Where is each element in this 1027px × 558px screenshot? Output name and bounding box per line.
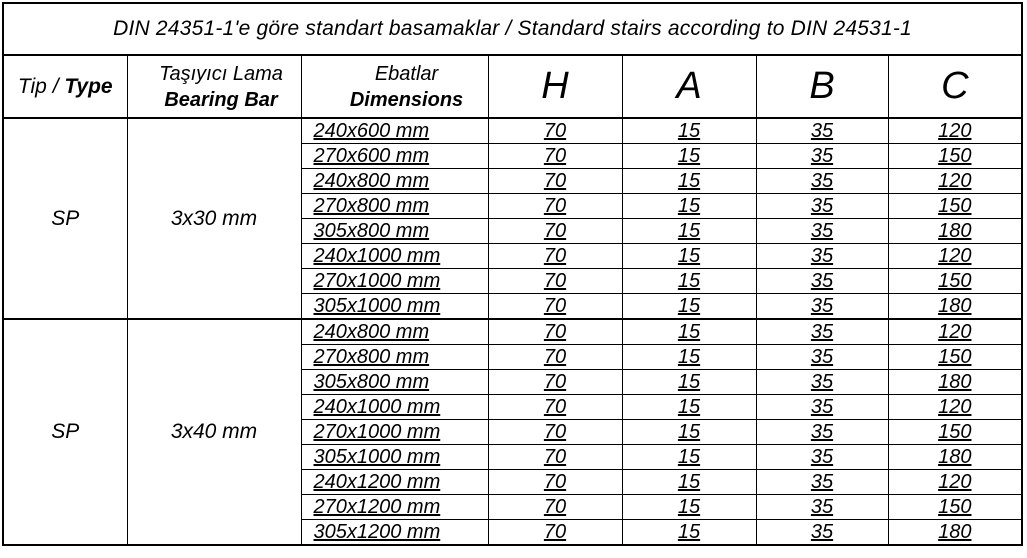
cell-h-text: 70 bbox=[543, 220, 567, 242]
cell-dimension-text: 270x1000 mm bbox=[313, 421, 441, 443]
cell-c bbox=[888, 420, 1022, 445]
cell-dimension bbox=[301, 420, 488, 445]
cell-h-text: 70 bbox=[543, 321, 567, 343]
cell-h bbox=[488, 495, 622, 520]
cell-a bbox=[622, 420, 756, 445]
cell-h-text: 70 bbox=[543, 496, 567, 518]
cell-h bbox=[488, 294, 622, 320]
cell-a-text: 15 bbox=[677, 220, 701, 242]
cell-c-text: 150 bbox=[938, 270, 972, 292]
cell-h-text: 70 bbox=[543, 371, 567, 393]
cell-a-text: 15 bbox=[677, 120, 701, 142]
cell-c bbox=[888, 244, 1022, 269]
cell-b bbox=[756, 395, 888, 420]
cell-b-text: 35 bbox=[810, 145, 834, 167]
cell-b-text: 35 bbox=[810, 321, 834, 343]
cell-b bbox=[756, 144, 888, 169]
cell-a-text: 15 bbox=[677, 145, 701, 167]
cell-a-text: 15 bbox=[677, 295, 701, 317]
cell-c bbox=[888, 169, 1022, 194]
cell-c bbox=[888, 294, 1022, 320]
cell-dimension-text: 240x600 mm bbox=[313, 120, 430, 142]
cell-dimension-text: 240x1000 mm bbox=[313, 245, 441, 267]
cell-c-text: 150 bbox=[938, 195, 972, 217]
cell-dimension-text: 240x1000 mm bbox=[313, 396, 441, 418]
cell-h-text: 70 bbox=[543, 396, 567, 418]
cell-dimension bbox=[301, 169, 488, 194]
cell-a-text: 15 bbox=[677, 245, 701, 267]
cell-a-text: 15 bbox=[677, 346, 701, 368]
cell-dimension-text: 305x1000 mm bbox=[313, 446, 441, 468]
cell-a-text: 15 bbox=[677, 270, 701, 292]
cell-h-text: 70 bbox=[543, 471, 567, 493]
cell-a-text: 15 bbox=[677, 521, 701, 543]
cell-dimension bbox=[301, 395, 488, 420]
cell-b bbox=[756, 420, 888, 445]
stairs-table bbox=[2, 2, 1023, 546]
cell-c-text: 120 bbox=[938, 245, 972, 267]
cell-h bbox=[488, 470, 622, 495]
cell-dimension-text: 270x800 mm bbox=[313, 195, 430, 217]
cell-dimension bbox=[301, 244, 488, 269]
cell-dimension-text: 240x800 mm bbox=[313, 170, 430, 192]
cell-h-text: 70 bbox=[543, 170, 567, 192]
cell-a-text: 15 bbox=[677, 321, 701, 343]
cell-b bbox=[756, 470, 888, 495]
cell-a bbox=[622, 395, 756, 420]
cell-h-text: 70 bbox=[543, 270, 567, 292]
cell-b-text: 35 bbox=[810, 270, 834, 292]
header-b: B bbox=[756, 55, 888, 118]
cell-dimension bbox=[301, 470, 488, 495]
cell-dimension-text: 270x1000 mm bbox=[313, 270, 441, 292]
cell-b bbox=[756, 495, 888, 520]
cell-c bbox=[888, 319, 1022, 345]
cell-a bbox=[622, 169, 756, 194]
cell-c bbox=[888, 118, 1022, 144]
header-type bbox=[3, 55, 127, 118]
cell-a bbox=[622, 144, 756, 169]
cell-h-text: 70 bbox=[543, 245, 567, 267]
cell-b bbox=[756, 219, 888, 244]
cell-c-text: 180 bbox=[938, 521, 972, 543]
cell-b bbox=[756, 194, 888, 219]
cell-b bbox=[756, 345, 888, 370]
table-title: DIN 24351-1'e göre standart basamaklar / Standard stairs according to DIN 24531-1 bbox=[3, 3, 1022, 55]
cell-b-text: 35 bbox=[810, 446, 834, 468]
cell-dimension-text: 270x1200 mm bbox=[313, 496, 441, 518]
cell-dimension bbox=[301, 495, 488, 520]
cell-b-text: 35 bbox=[810, 371, 834, 393]
cell-b bbox=[756, 370, 888, 395]
cell-b-text: 35 bbox=[810, 496, 834, 518]
cell-b bbox=[756, 294, 888, 320]
cell-h bbox=[488, 520, 622, 546]
header-dim-en: Dimensions bbox=[349, 88, 464, 111]
cell-a-text: 15 bbox=[677, 446, 701, 468]
cell-a-text: 15 bbox=[677, 496, 701, 518]
cell-h-text: 70 bbox=[543, 295, 567, 317]
cell-c-text: 150 bbox=[938, 145, 972, 167]
cell-dimension-text: 270x600 mm bbox=[313, 145, 430, 167]
cell-h bbox=[488, 118, 622, 144]
cell-b bbox=[756, 244, 888, 269]
cell-c bbox=[888, 470, 1022, 495]
table-body bbox=[3, 118, 1022, 545]
cell-dimension-text: 240x1200 mm bbox=[313, 471, 441, 493]
cell-a-text: 15 bbox=[677, 371, 701, 393]
cell-b-text: 35 bbox=[810, 170, 834, 192]
cell-b-text: 35 bbox=[810, 521, 834, 543]
cell-dimension bbox=[301, 294, 488, 320]
cell-c bbox=[888, 345, 1022, 370]
cell-dimension bbox=[301, 269, 488, 294]
cell-b-text: 35 bbox=[810, 346, 834, 368]
cell-h-text: 70 bbox=[543, 145, 567, 167]
cell-a bbox=[622, 345, 756, 370]
cell-b-text: 35 bbox=[810, 120, 834, 142]
table-row bbox=[3, 118, 1022, 144]
header-bearing-bar bbox=[127, 55, 301, 118]
cell-c bbox=[888, 520, 1022, 546]
cell-dimension-text: 240x800 mm bbox=[313, 321, 430, 343]
cell-dimension-text: 305x800 mm bbox=[313, 220, 430, 242]
group-bearing-bar: 3x40 mm bbox=[127, 319, 301, 545]
cell-h-text: 70 bbox=[543, 195, 567, 217]
cell-a bbox=[622, 219, 756, 244]
cell-dimension bbox=[301, 520, 488, 546]
cell-c bbox=[888, 395, 1022, 420]
group-type: SP bbox=[3, 319, 127, 545]
cell-h-text: 70 bbox=[543, 120, 567, 142]
cell-h bbox=[488, 244, 622, 269]
cell-h bbox=[488, 319, 622, 345]
cell-a bbox=[622, 269, 756, 294]
cell-b-text: 35 bbox=[810, 195, 834, 217]
cell-b bbox=[756, 269, 888, 294]
cell-c-text: 120 bbox=[938, 471, 972, 493]
cell-h bbox=[488, 345, 622, 370]
cell-a bbox=[622, 244, 756, 269]
cell-c-text: 180 bbox=[938, 446, 972, 468]
cell-h-text: 70 bbox=[543, 421, 567, 443]
cell-c bbox=[888, 144, 1022, 169]
cell-a bbox=[622, 294, 756, 320]
header-c: C bbox=[888, 55, 1022, 118]
cell-dimension-text: 305x1200 mm bbox=[313, 521, 441, 543]
cell-h bbox=[488, 395, 622, 420]
cell-a bbox=[622, 520, 756, 546]
cell-c-text: 120 bbox=[938, 321, 972, 343]
cell-b-text: 35 bbox=[810, 471, 834, 493]
cell-c-text: 180 bbox=[938, 295, 972, 317]
cell-c bbox=[888, 370, 1022, 395]
cell-c-text: 180 bbox=[938, 371, 972, 393]
header-bar-en: Bearing Bar bbox=[164, 88, 278, 111]
cell-h-text: 70 bbox=[543, 346, 567, 368]
cell-h bbox=[488, 269, 622, 294]
group-type: SP bbox=[3, 118, 127, 319]
cell-b-text: 35 bbox=[810, 295, 834, 317]
cell-dimension bbox=[301, 194, 488, 219]
cell-dimension-text: 270x800 mm bbox=[313, 346, 430, 368]
cell-h-text: 70 bbox=[543, 446, 567, 468]
cell-h bbox=[488, 370, 622, 395]
cell-h bbox=[488, 219, 622, 244]
cell-a bbox=[622, 445, 756, 470]
cell-b bbox=[756, 445, 888, 470]
cell-c bbox=[888, 269, 1022, 294]
cell-dimension-text: 305x1000 mm bbox=[313, 295, 441, 317]
cell-b-text: 35 bbox=[810, 220, 834, 242]
header-bar-tr: Taşıyıcı Lama bbox=[159, 62, 283, 85]
header-h: H bbox=[488, 55, 622, 118]
cell-b bbox=[756, 319, 888, 345]
group-bearing-bar: 3x30 mm bbox=[127, 118, 301, 319]
cell-c-text: 120 bbox=[938, 396, 972, 418]
cell-c-text: 180 bbox=[938, 220, 972, 242]
cell-a-text: 15 bbox=[677, 471, 701, 493]
cell-c-text: 150 bbox=[938, 421, 972, 443]
cell-h-text: 70 bbox=[543, 521, 567, 543]
cell-a bbox=[622, 118, 756, 144]
cell-c-text: 120 bbox=[938, 120, 972, 142]
cell-b bbox=[756, 520, 888, 546]
cell-a bbox=[622, 470, 756, 495]
cell-dimension bbox=[301, 144, 488, 169]
cell-a bbox=[622, 194, 756, 219]
cell-a bbox=[622, 370, 756, 395]
cell-dimension bbox=[301, 118, 488, 144]
cell-b-text: 35 bbox=[810, 421, 834, 443]
cell-h bbox=[488, 144, 622, 169]
header-type-tr: Tip / bbox=[17, 74, 65, 98]
cell-b bbox=[756, 118, 888, 144]
cell-c-text: 150 bbox=[938, 346, 972, 368]
cell-a-text: 15 bbox=[677, 170, 701, 192]
cell-b-text: 35 bbox=[810, 396, 834, 418]
cell-dimension-text: 305x800 mm bbox=[313, 371, 430, 393]
cell-c bbox=[888, 445, 1022, 470]
cell-a bbox=[622, 319, 756, 345]
cell-dimension bbox=[301, 370, 488, 395]
cell-a-text: 15 bbox=[677, 195, 701, 217]
cell-dimension bbox=[301, 445, 488, 470]
header-dimensions bbox=[301, 55, 488, 118]
cell-c-text: 150 bbox=[938, 496, 972, 518]
cell-c bbox=[888, 495, 1022, 520]
cell-c-text: 120 bbox=[938, 170, 972, 192]
cell-b bbox=[756, 169, 888, 194]
cell-dimension bbox=[301, 219, 488, 244]
header-dim-tr: Ebatlar bbox=[374, 62, 439, 85]
cell-h bbox=[488, 169, 622, 194]
cell-h bbox=[488, 194, 622, 219]
cell-a-text: 15 bbox=[677, 396, 701, 418]
cell-a bbox=[622, 495, 756, 520]
cell-h bbox=[488, 445, 622, 470]
table-row bbox=[3, 319, 1022, 345]
cell-a-text: 15 bbox=[677, 421, 701, 443]
cell-c bbox=[888, 194, 1022, 219]
cell-dimension bbox=[301, 345, 488, 370]
header-a: A bbox=[622, 55, 756, 118]
cell-c bbox=[888, 219, 1022, 244]
cell-dimension bbox=[301, 319, 488, 345]
cell-h bbox=[488, 420, 622, 445]
cell-b-text: 35 bbox=[810, 245, 834, 267]
header-type-en: Type bbox=[64, 74, 113, 98]
